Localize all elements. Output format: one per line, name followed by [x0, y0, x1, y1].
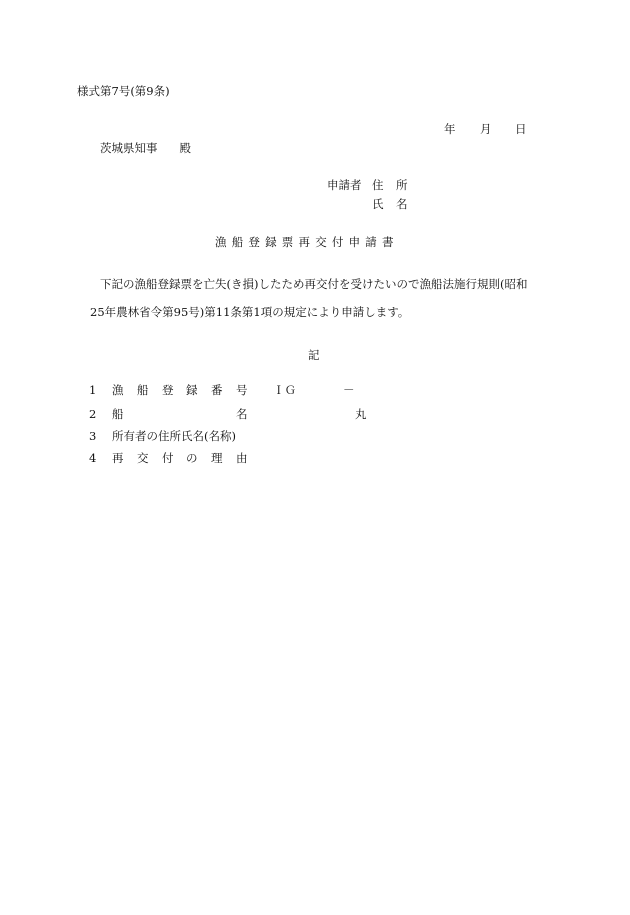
item-label-char: 理	[211, 451, 223, 465]
form-number: 様式第7号(第9条)	[77, 84, 170, 98]
item-number: 2	[89, 407, 97, 421]
date-day-label: 日	[515, 122, 527, 136]
applicant-label: 申請者	[327, 178, 362, 192]
body-text-line-1: 下記の漁船登録票を亡失(き損)したため再交付を受けたいので漁船法施行規則(昭和	[100, 277, 528, 291]
item-label: 所有者の住所氏名(名称)	[112, 429, 236, 443]
item-label-char: 録	[186, 383, 198, 397]
item-label-char: 船	[112, 407, 124, 421]
applicant-name-label-char: 氏	[372, 197, 384, 211]
item-label-char: 号	[236, 383, 248, 397]
item-label-char: 番	[211, 383, 223, 397]
item-label-char: の	[186, 451, 198, 465]
item-label-char: 漁	[112, 383, 124, 397]
applicant-address-label-char: 所	[396, 178, 408, 192]
item-label-char: 交	[137, 451, 149, 465]
item-label-char: 船	[137, 383, 149, 397]
ship-name-suffix: 丸	[355, 407, 367, 421]
item-label-char: 付	[162, 451, 174, 465]
registration-prefix: ＩＧ	[273, 383, 296, 397]
body-text-line-2: 25年農林省令第95号)第11条第1項の規定により申請します。	[90, 305, 410, 319]
date-month-label: 月	[480, 122, 492, 136]
item-number: 4	[89, 451, 97, 465]
addressee	[100, 143, 191, 155]
registration-dash: －	[343, 383, 355, 397]
item-number: 3	[89, 429, 97, 443]
item-label-char: 由	[236, 451, 248, 465]
addressee-name: 茨城県知事	[100, 141, 158, 155]
date-year-label: 年	[444, 122, 456, 136]
applicant-name-label-char: 名	[396, 197, 408, 211]
item-label-char: 名	[236, 407, 248, 421]
item-label-char: 登	[162, 383, 174, 397]
addressee-honorific: 殿	[179, 141, 191, 155]
ki-heading: 記	[308, 348, 320, 362]
applicant-address-label-char: 住	[372, 178, 384, 192]
document-title: 漁船登録票再交付申請書	[215, 235, 399, 249]
item-number: 1	[89, 383, 97, 397]
item-label-char: 再	[112, 451, 124, 465]
